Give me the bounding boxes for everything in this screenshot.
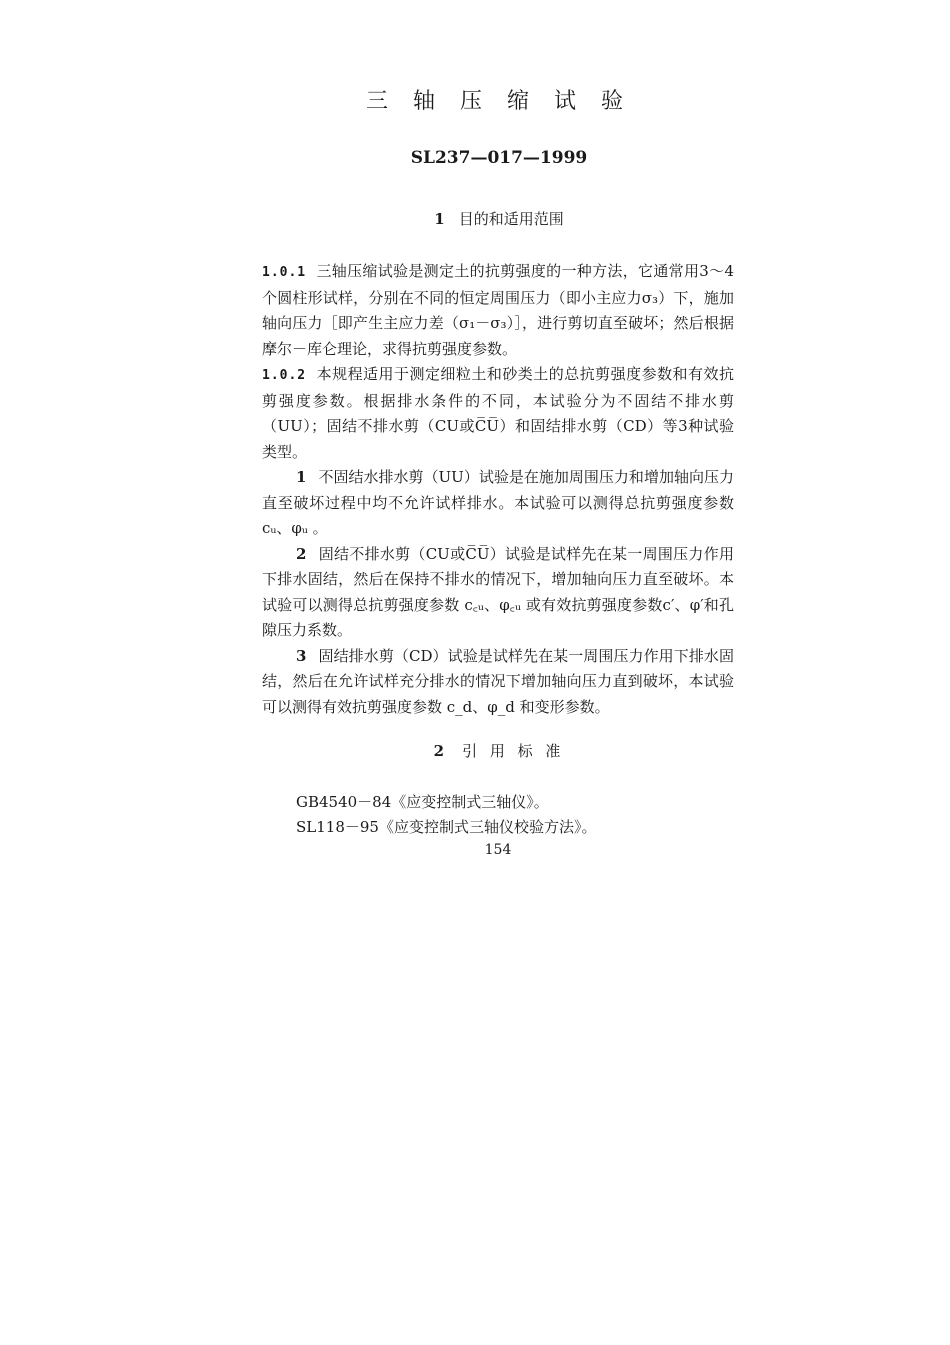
clause-number: 1.0.1 xyxy=(262,265,307,280)
item-paragraph xyxy=(262,644,734,721)
section-number: 2 xyxy=(433,742,449,760)
standard-code: SL237—017—1999 xyxy=(410,148,588,168)
item-number: 2 xyxy=(296,544,307,563)
clause-text: 三轴压缩试验是测定土的抗剪强度的一种方法，它通常用3～4个圆柱形试样，分别在不同的恒定周围压力（即小主应力σ₃）下，施加轴向压力［即产生主应力差（σ₁－σ₃）］，进行剪切直至破坏；然后根据摩尔－库仑理论，求得抗剪强度参数。 xyxy=(262,262,734,358)
item-paragraph xyxy=(262,542,734,644)
clause-paragraph xyxy=(262,362,734,465)
reference-item: GB4540－84《应变控制式三轴仪》。 xyxy=(296,793,549,811)
clause-text: 本规程适用于测定细粒土和砂类土的总抗剪强度参数和有效抗剪强度参数。根据排水条件的不同，本试验分为不固结不排水剪（UU）；固结不排水剪（CU或C̅U̅）和固结排水剪（CD）等3种试验类型。 xyxy=(262,365,734,461)
section-heading-1 xyxy=(0,208,950,229)
section-title: 目的和适用范围 xyxy=(458,210,564,228)
page-number: 154 xyxy=(484,842,512,858)
section-number: 1 xyxy=(434,210,445,228)
section-heading-2 xyxy=(0,740,950,761)
clause-number: 1.0.2 xyxy=(262,368,307,383)
item-text: 固结不排水剪（CU或C̅U̅）试验是试样先在某一周围压力作用下排水固结，然后在保持不排水的情况下，增加轴向压力直至破坏。本试验可以测得总抗剪强度参数 c꜀ᵤ、φ꜀ᵤ 或有效抗剪强度参数c′、φ′和孔隙压力系数。 xyxy=(262,544,734,639)
item-text: 固结排水剪（CD）试验是试样先在某一周围压力作用下排水固结，然后在允许试样充分排水的情况下增加轴向压力直到破坏，本试验可以测得有效抗剪强度参数 c_d、φ_d 和变形参数。 xyxy=(262,646,734,716)
section-title: 引 用 标 准 xyxy=(462,742,565,760)
item-paragraph xyxy=(262,465,734,542)
item-number: 3 xyxy=(296,646,307,665)
section-1-body xyxy=(262,259,734,720)
reference-item: SL118－95《应变控制式三轴仪校验方法》。 xyxy=(296,818,597,836)
document-title: 三 轴 压 缩 试 验 xyxy=(366,89,632,114)
item-text: 不固结水排水剪（UU）试验是在施加周围压力和增加轴向压力直至破坏过程中均不允许试样排水。本试验可以测得总抗剪强度参数 cᵤ、φᵤ 。 xyxy=(262,468,734,537)
item-number: 1 xyxy=(296,468,307,486)
clause-paragraph xyxy=(262,259,734,362)
